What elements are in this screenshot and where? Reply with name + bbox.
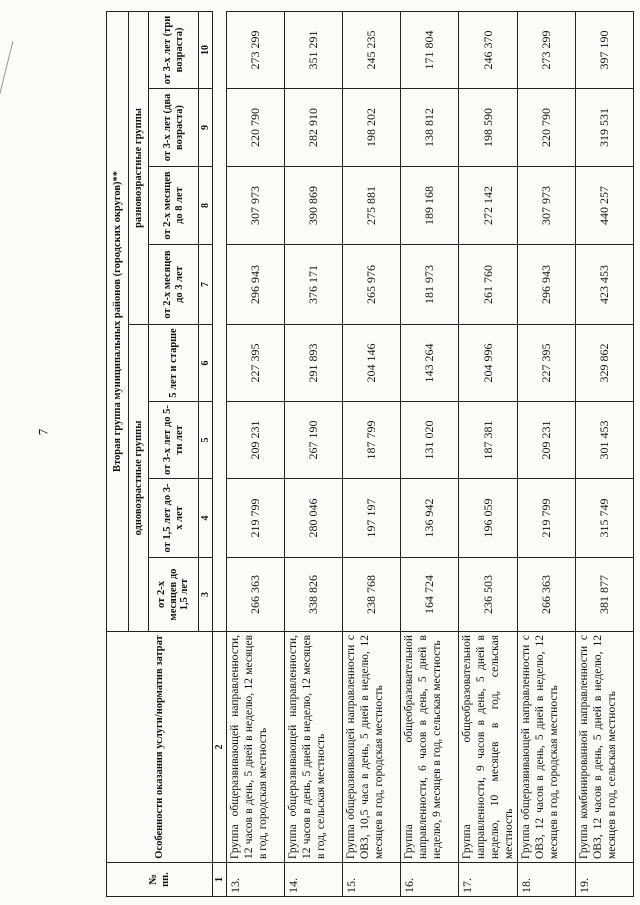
header-col: от 2-х месяцев до 3 лет — [149, 245, 199, 325]
row-number: 16. — [401, 863, 459, 897]
cost-value-cell: 164 724 — [401, 558, 459, 632]
cost-value-cell: 189 168 — [401, 167, 459, 245]
cost-value-cell: 338 826 — [285, 558, 343, 632]
cost-value-cell: 198 590 — [459, 89, 518, 167]
cost-value-cell: 246 370 — [459, 11, 518, 88]
cost-value-cell: 204 996 — [459, 325, 518, 402]
cost-value-cell: 198 202 — [343, 89, 401, 167]
row-number: 17. — [459, 863, 518, 897]
cost-value-cell: 187 799 — [343, 402, 401, 479]
row-description: Группа общеразвивающей направленности, 12 часов в день, 5 дней в неделю, 12 месяцев в год, сельская местность — [285, 632, 343, 863]
cost-value-cell: 307 973 — [227, 167, 285, 245]
header-number: № пп. — [107, 863, 213, 897]
cost-value-cell: 280 046 — [285, 479, 343, 558]
column-number: 3 — [199, 558, 213, 632]
cost-value-cell: 266 363 — [227, 558, 285, 632]
row-number: 19. — [576, 863, 634, 897]
cost-value-cell: 261 760 — [459, 245, 518, 325]
cost-value-cell: 307 973 — [518, 167, 576, 245]
column-number-spacer — [213, 11, 227, 631]
cost-value-cell: 381 877 — [576, 558, 634, 632]
page-number: 7 — [35, 428, 51, 436]
cost-value-cell: 351 291 — [285, 11, 343, 88]
cost-value-cell: 275 881 — [343, 167, 401, 245]
cost-value-cell: 440 257 — [576, 167, 634, 245]
column-number: 1 — [213, 863, 227, 897]
header-col: от 1,5 лет до 3-х лет — [149, 479, 199, 558]
column-number: 9 — [199, 89, 213, 167]
row-description: Группа общеразвивающей направленности, 12 часов в день, 5 дней в неделю, 12 месяцев в год, городская местность — [227, 632, 285, 863]
cost-value-cell: 143 264 — [401, 325, 459, 402]
header-col: от 3-х лет (два возраста) — [149, 89, 199, 167]
cost-value-cell: 376 171 — [285, 245, 343, 325]
row-description: Группа общеобразовательной направленности, 6 часов в день, 5 дней в неделю, 9 месяцев в год, сельская местность — [401, 632, 459, 863]
column-number: 5 — [199, 402, 213, 479]
cost-value-cell: 273 299 — [518, 11, 576, 88]
cost-value-cell: 196 059 — [459, 479, 518, 558]
cost-value-cell: 227 395 — [518, 325, 576, 402]
scan-edge-mark — [0, 41, 13, 109]
row-description: Группа общеразвивающей направленности с ОВЗ, 10,5 часа в день, 5 дней в неделю, 12 месяцев в год, городская местность — [343, 632, 401, 863]
table-body — [227, 11, 634, 896]
row-description: Группа общеобразовательной направленности, 9 часов в день, 5 дней в неделю, 10 месяцев в год, сельская местность — [459, 632, 518, 863]
cost-value-cell: 390 869 — [285, 167, 343, 245]
cost-value-cell: 220 790 — [518, 89, 576, 167]
header-mixed-age-groups: разновозрастные группы — [129, 11, 149, 324]
cost-value-cell: 267 190 — [285, 402, 343, 479]
table-row — [343, 11, 401, 896]
column-number: 7 — [199, 245, 213, 325]
cost-value-cell: 131 020 — [401, 402, 459, 479]
column-number: 4 — [199, 479, 213, 558]
header-col: от 3-х лет (три возраста) — [149, 11, 199, 88]
cost-value-cell: 209 231 — [227, 402, 285, 479]
cost-value-cell: 273 299 — [227, 11, 285, 88]
cost-value-cell: 272 142 — [459, 167, 518, 245]
cost-value-cell: 296 943 — [518, 245, 576, 325]
cost-value-cell: 187 381 — [459, 402, 518, 479]
cost-value-cell: 315 749 — [576, 479, 634, 558]
row-number: 18. — [518, 863, 576, 897]
cost-value-cell: 171 804 — [401, 11, 459, 88]
cost-value-cell: 301 453 — [576, 402, 634, 479]
row-description: Группа комбинированной направленности с ОВЗ, 12 часов в день, 5 дней в неделю, 12 месяцев в год, сельская местность — [576, 632, 634, 863]
header-col: от 2-х месяцев до 8 лет — [149, 167, 199, 245]
column-number: 2 — [213, 632, 227, 863]
row-number: 13. — [227, 863, 285, 897]
header-col: 5 лет и старше — [149, 325, 199, 402]
cost-value-cell: 319 531 — [576, 89, 634, 167]
cost-value-cell: 266 363 — [518, 558, 576, 632]
cost-value-cell: 238 768 — [343, 558, 401, 632]
table-row — [576, 11, 634, 896]
cost-value-cell: 245 235 — [343, 11, 401, 88]
cost-value-cell: 181 973 — [401, 245, 459, 325]
cost-value-cell: 209 231 — [518, 402, 576, 479]
table-row — [401, 11, 459, 896]
column-number: 8 — [199, 167, 213, 245]
cost-value-cell: 397 190 — [576, 11, 634, 88]
column-number: 6 — [199, 325, 213, 402]
cost-value-cell: 138 812 — [401, 89, 459, 167]
table-row — [459, 11, 518, 896]
column-number: 10 — [199, 11, 213, 88]
cost-value-cell: 329 862 — [576, 325, 634, 402]
cost-value-cell: 220 790 — [227, 89, 285, 167]
cost-value-cell: 219 799 — [518, 479, 576, 558]
cost-value-cell: 291 893 — [285, 325, 343, 402]
header-group-title: Вторая группа муниципальных районов (городских округов)** — [107, 11, 129, 631]
cost-norms-table — [106, 11, 634, 897]
table-row — [518, 11, 576, 896]
cost-value-cell: 219 799 — [227, 479, 285, 558]
cost-value-cell: 236 503 — [459, 558, 518, 632]
table-row — [285, 11, 343, 896]
cost-value-cell: 282 910 — [285, 89, 343, 167]
cost-value-cell: 204 146 — [343, 325, 401, 402]
row-number: 15. — [343, 863, 401, 897]
cost-value-cell: 227 395 — [227, 325, 285, 402]
header-col: от 2-х месяцев до 1,5 лет — [149, 558, 199, 632]
cost-value-cell: 296 943 — [227, 245, 285, 325]
header-col: от 3-х лет до 5-ти лет — [149, 402, 199, 479]
rotated-table-container — [106, 12, 631, 897]
row-description: Группа общеразвивающей направленности с ОВЗ, 12 часов в день, 5 дней в неделю, 12 месяцев в год, городская местность — [518, 632, 576, 863]
header-features: Особенности оказания услуги/норматив затрат — [107, 632, 213, 863]
header-same-age-groups: одновозрастные группы — [129, 325, 149, 632]
cost-value-cell: 197 197 — [343, 479, 401, 558]
cost-value-cell: 423 453 — [576, 245, 634, 325]
cost-value-cell: 265 976 — [343, 245, 401, 325]
row-number: 14. — [285, 863, 343, 897]
table-row — [227, 11, 285, 896]
cost-value-cell: 136 942 — [401, 479, 459, 558]
table-header — [107, 11, 227, 896]
